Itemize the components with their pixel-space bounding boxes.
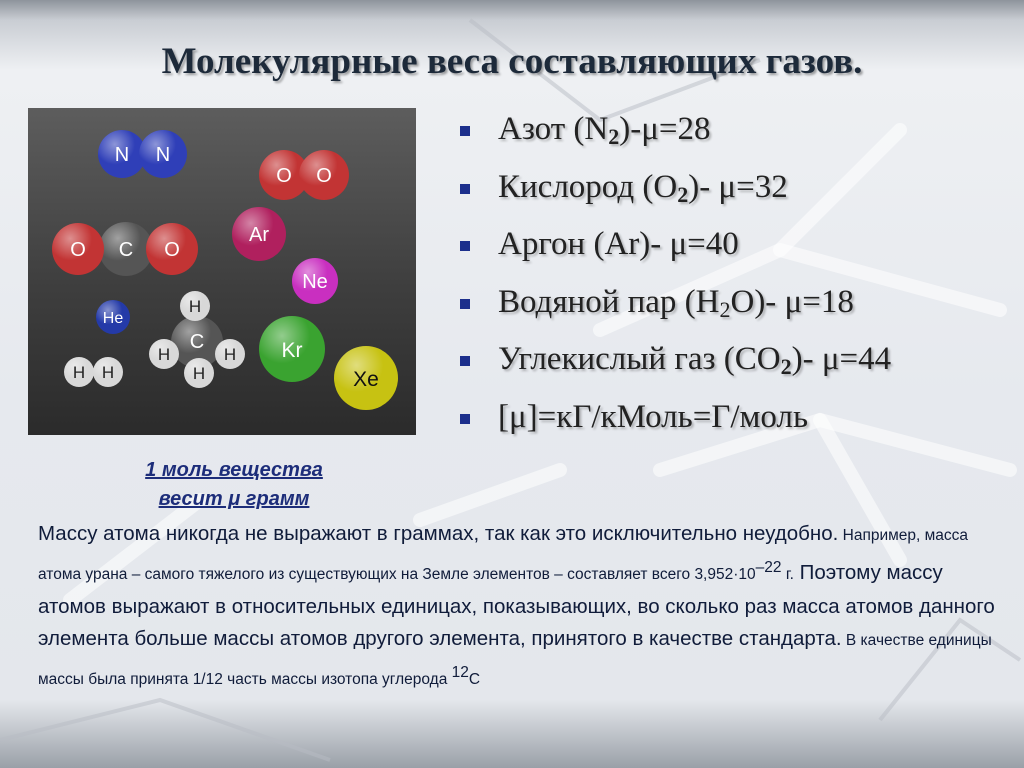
atom-label-h: H xyxy=(188,297,202,316)
atom-label-h: H xyxy=(192,364,206,383)
atom-label-c: C xyxy=(189,331,205,353)
atom-label-o: O xyxy=(70,239,86,261)
caption-line-2: весит μ грамм xyxy=(158,488,310,510)
oxygen-molecule xyxy=(259,150,349,200)
krypton-atom xyxy=(259,316,325,382)
atom-label-ne: Ne xyxy=(302,271,328,293)
mole-caption xyxy=(104,456,364,514)
caption-line-1: 1 моль вещества xyxy=(145,459,323,481)
slide-title: Молекулярные веса составляющих газов. xyxy=(161,41,863,82)
atom-label-he: He xyxy=(102,310,124,327)
argon-atom xyxy=(232,207,286,261)
explanation-paragraph: Массу атома никогда не выражают в граммах, так как это исключительно неудобно. Например, масса атома урана – самого тяжелого из существующих на Земле элементов – составляет всего $3,952\cdot 10^{-22}$ г. Поэтому массу атомов выражают в относительных единицах, показывающих, во сколько раз масса атомов данного элемента больше массы атомов другого элемента, принятого в качестве стандарта. В качестве единицы массы была принята 1/12 часть массы изотопа углерода $^{12}$C xyxy=(38,522,995,688)
molecule-diagram xyxy=(28,108,416,435)
bullet-square xyxy=(460,126,470,136)
gas-weights-list xyxy=(458,104,891,449)
bullet-square xyxy=(460,241,470,251)
atom-label-xe: Xe xyxy=(353,368,379,391)
atom-label-n: N xyxy=(114,144,130,166)
bullet-square xyxy=(460,184,470,194)
atom-label-o: O xyxy=(276,165,292,187)
list-item: Азот $(N_2)-\mu=28$ xyxy=(458,104,891,162)
neon-atom xyxy=(292,258,338,304)
atom-label-h: H xyxy=(72,363,86,382)
atom-label-kr: Kr xyxy=(281,339,303,362)
atom-label-h: H xyxy=(157,345,171,364)
molecule-illustration xyxy=(28,108,416,435)
nitrogen-molecule xyxy=(98,130,187,178)
bullet-square xyxy=(460,299,470,309)
xenon-atom xyxy=(334,346,398,410)
list-item: Углекислый газ $(CO_2)-$ μ=44 xyxy=(458,334,891,392)
list-item: Кислород $(O_2)-$ μ=32 xyxy=(458,162,891,220)
atom-label-o: O xyxy=(164,239,180,261)
atom-label-ar: Ar xyxy=(249,224,269,246)
bullet-square xyxy=(460,414,470,424)
atom-label-h: H xyxy=(101,363,115,382)
atom-label-n: N xyxy=(155,144,171,166)
bullet-square xyxy=(460,356,470,366)
atom-label-c: C xyxy=(118,239,134,261)
atom-label-h: H xyxy=(223,345,237,364)
list-item: Водяной пар $(H_2O)-$ μ=18 xyxy=(458,277,891,335)
list-item: [μ]=кГ/кМоль=Г/моль xyxy=(458,392,891,450)
list-item: Аргон (Ar)- μ=40 xyxy=(458,219,891,277)
atom-label-o: O xyxy=(316,165,332,187)
methane-molecule xyxy=(149,291,245,388)
helium-atom xyxy=(96,300,130,334)
carbon-dioxide-molecule xyxy=(52,222,198,276)
hydrogen-molecule xyxy=(64,357,123,387)
